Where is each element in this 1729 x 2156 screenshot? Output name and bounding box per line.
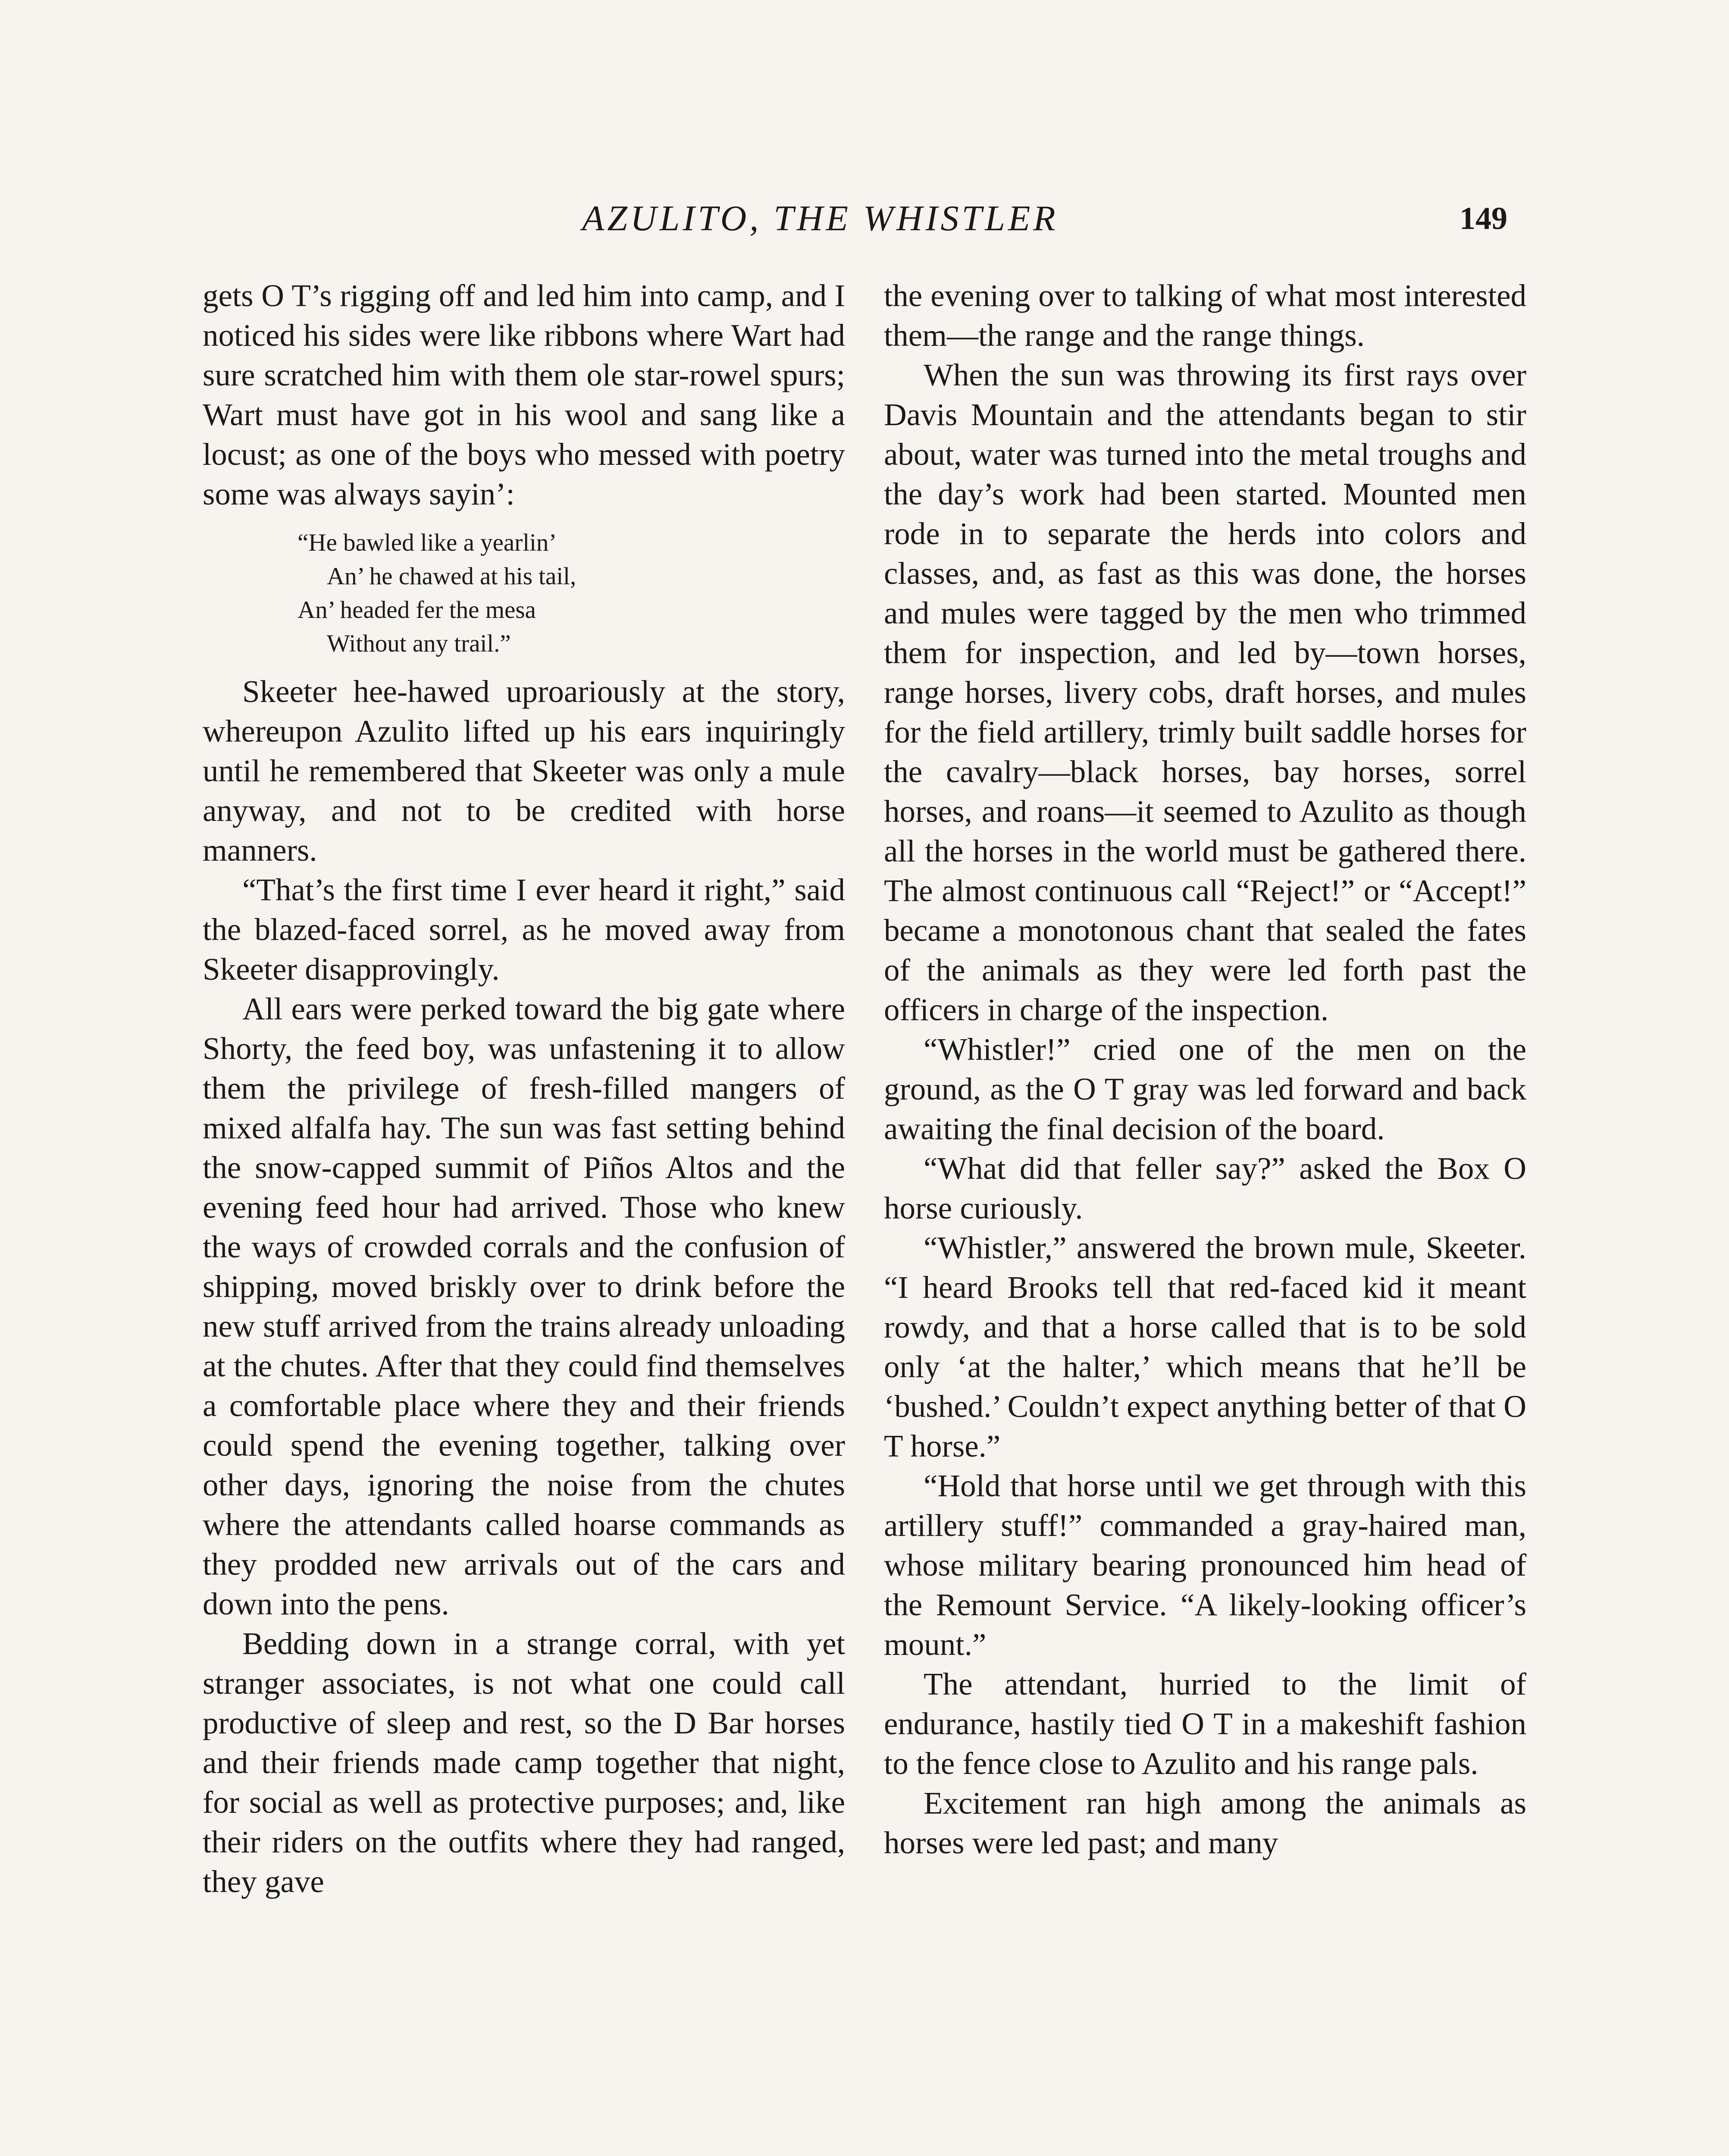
page-number: 149 [1460, 201, 1507, 236]
verse-line: Without any trail.” [327, 630, 511, 657]
right-column [884, 276, 1526, 1863]
paragraph: “That’s the first time I ever heard it right,” said the blazed-faced sorrel, as he moved away from Skeeter disapprovingly. [203, 872, 845, 987]
paragraph: Excitement ran high among the animals as horses were led past; and many [884, 1786, 1526, 1860]
verse-line: “He bawled like a yearlin’ [298, 529, 557, 556]
paragraph: “Whistler,” answered the brown mule, Skeeter. “I heard Brooks tell that red-faced kid it meant rowdy, and that a horse called that is to be sold only ‘at the halter,’ which means that he’ll be ‘bushed.’ Couldn’t expect anything better of that O T horse.” [884, 1230, 1526, 1463]
paragraph: “Whistler!” cried one of the men on the ground, as the O T gray was led forward and back awaiting the final decision of the board. [884, 1032, 1526, 1146]
paragraph: The attendant, hurried to the limit of endurance, hastily tied O T in a makeshift fashion to the fence close to Azulito and his range pals. [884, 1667, 1526, 1781]
paragraph: “Hold that horse until we get through with this artillery stuff!” commanded a gray-haired man, whose military bearing pronounced him head of the Remount Service. “A likely-looking officer’s mount.” [884, 1468, 1526, 1662]
running-title: AZULITO, THE WHISTLER [582, 198, 1059, 238]
paragraph: the evening over to talking of what most interested them—the range and the range things. [884, 278, 1526, 353]
verse-line: An’ headed fer the mesa [298, 596, 536, 624]
paragraph: Skeeter hee-hawed uproariously at the story, whereupon Azulito lifted up his ears inquiringly until he remembered that Skeeter was only a mule anyway, and not to be credited with horse manners. [203, 674, 845, 868]
left-column [203, 276, 845, 1902]
paragraph: Bedding down in a strange corral, with yet stranger associates, is not what one could call productive of sleep and rest, so the D Bar horses and their friends made camp together that night, for social as well as protective purposes; and, like their riders on the outfits where they had ranged, they gave [203, 1626, 845, 1899]
paragraph: When the sun was throwing its first rays over Davis Mountain and the attendants began to stir about, water was turned into the metal troughs and the day’s work had been started. Mounted men rode in to separate the herds into colors and classes, and, as fast as this was done, the horses and mules were tagged by the men who trimmed them for inspection, and led by—town horses, range horses, livery cobs, draft horses, and mules for the field artillery, trimly built saddle horses for the cavalry—black horses, bay horses, sorrel horses, and roans—it seemed to Azulito as though all the horses in the world must be gathered there. The almost continuous call “Reject!” or “Accept!” became a monotonous chant that sealed the fates of the animals as they were led forth past the officers in charge of the inspection. [884, 357, 1526, 1027]
verse-block [203, 526, 845, 661]
paragraph: All ears were perked toward the big gate where Shorty, the feed boy, was unfastening it to allow them the privilege of fresh-filled mangers of mixed alfalfa hay. The sun was fast setting behind the snow-capped summit of Piños Altos and the evening feed hour had arrived. Those who knew the ways of crowded corrals and the confusion of shipping, moved briskly over to drink before the new stuff arrived from the trains already unloading at the chutes. After that they could find themselves a comfortable place where they and their friends could spend the evening together, talking over other days, ignoring the noise from the chutes where the attendants called hoarse commands as they prodded new arrivals out of the cars and down into the pens. [203, 991, 845, 1621]
paragraph: “What did that feller say?” asked the Box O horse curiously. [884, 1151, 1526, 1225]
paragraph: gets O T’s rigging off and led him into camp, and I noticed his sides were like ribbons where Wart had sure scratched him with them ole star-rowel spurs; Wart must have got in his wool and sang like a locust; as one of the boys who messed with poetry some was always sayin’: [203, 278, 845, 511]
verse-line: An’ he chawed at his tail, [327, 563, 576, 590]
page-header [0, 195, 1729, 242]
